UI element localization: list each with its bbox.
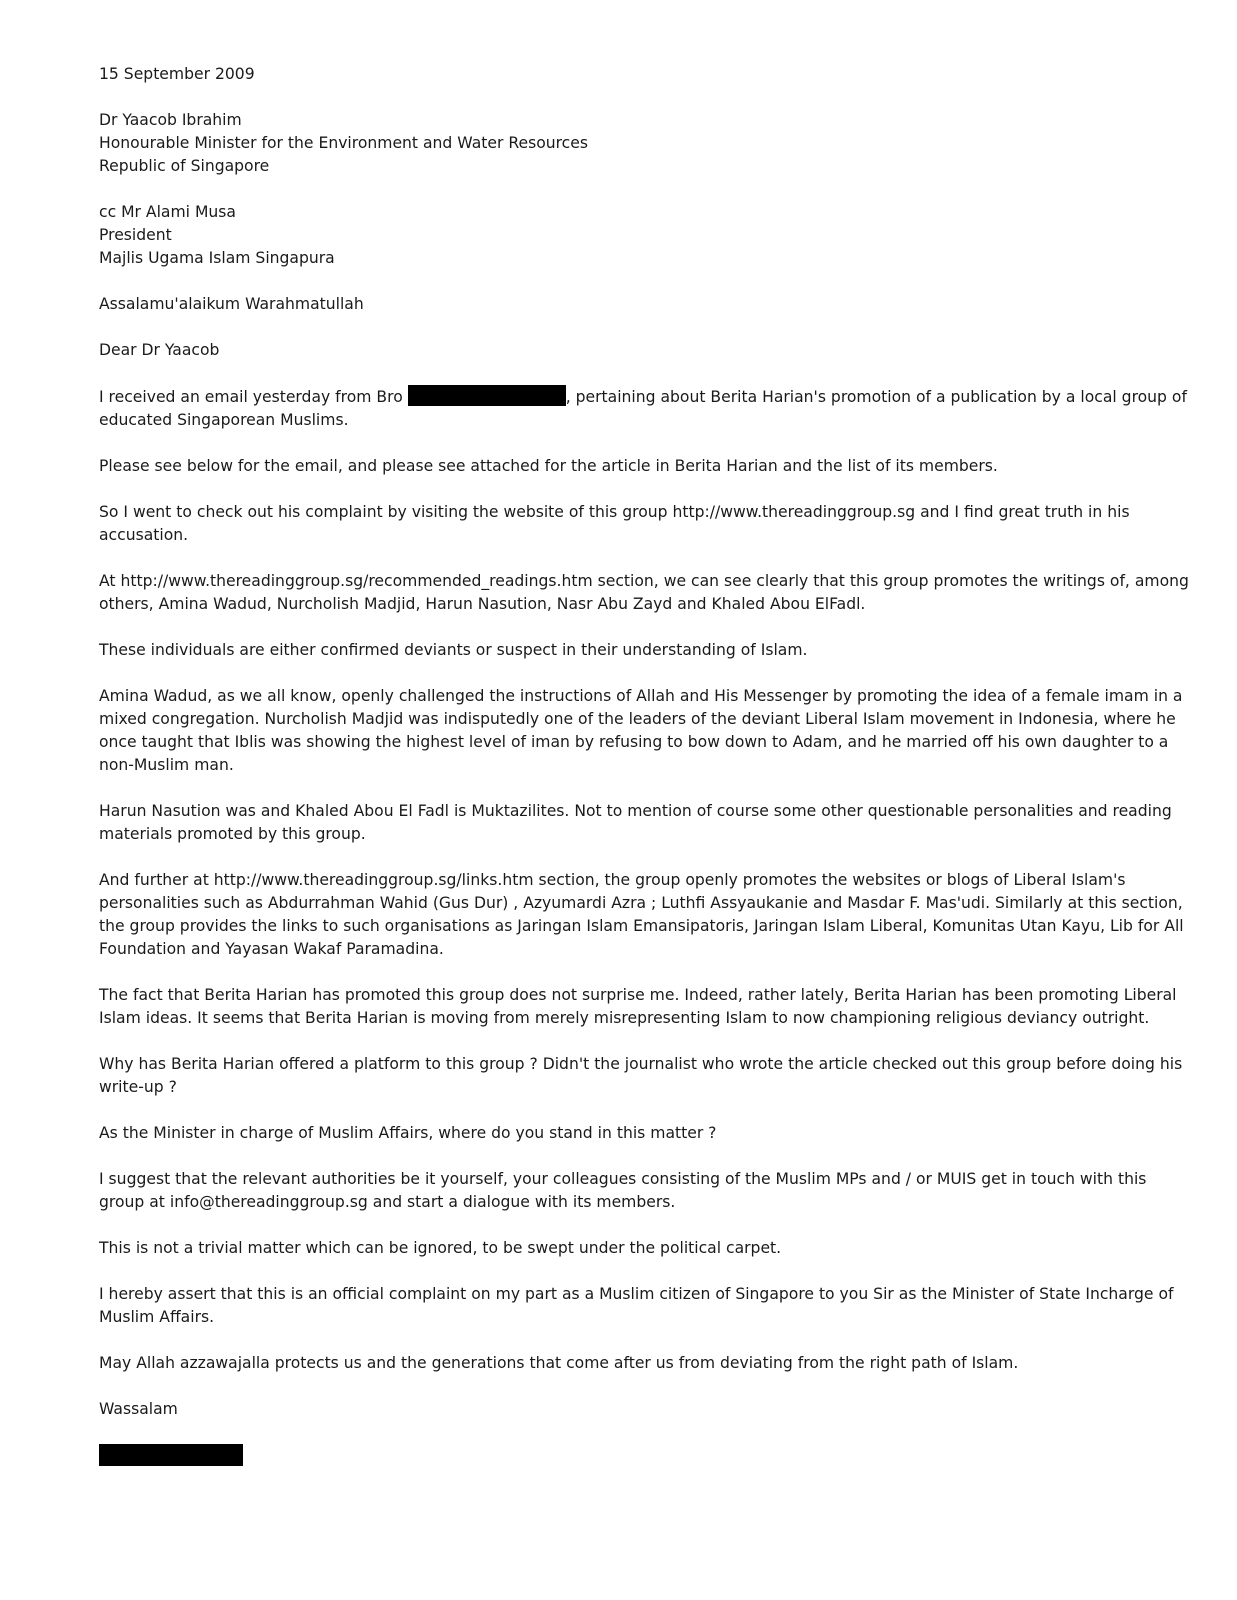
recipient-title: Honourable Minister for the Environment and Water Resources (99, 134, 588, 152)
paragraph: I hereby assert that this is an official complaint on my part as a Muslim citizen of Singapore to you Sir as the Minister of State Incharge of Muslim Affairs. (99, 1285, 1174, 1326)
paragraph: Why has Berita Harian offered a platform to this group ? Didn't the journalist who wrote the article checked out this group before doing his write-up ? (99, 1055, 1183, 1096)
paragraph: May Allah azzawajalla protects us and the generations that come after us from deviating from the right path of Islam. (99, 1354, 1019, 1372)
greeting-text: Assalamu'alaikum Warahmatullah (99, 295, 364, 313)
redacted-signature-box (99, 1444, 243, 1466)
cc-name: cc Mr Alami Musa (99, 203, 236, 221)
paragraph: This is not a trivial matter which can be ignored, to be swept under the political carpet. (99, 1239, 782, 1257)
paragraph: I suggest that the relevant authorities be it yourself, your colleagues consisting of the Muslim MPs and / or MUIS get in touch with this group at info@thereadinggroup.sg and start a dialogue with its members. (99, 1170, 1147, 1211)
paragraph: These individuals are either confirmed deviants or suspect in their understanding of Islam. (99, 641, 808, 659)
paragraph: At http://www.thereadinggroup.sg/recommended_readings.htm section, we can see clearly that this group promotes the writings of, among others, Amina Wadud, Nurcholish Madjid, Harun Nasution, Nasr Abu Zayd and Khaled Abou ElFadl. (99, 572, 1189, 613)
cc-title: President (99, 226, 172, 244)
date-text: 15 September 2009 (99, 65, 255, 83)
letter-date (99, 63, 1189, 86)
recipient-country: Republic of Singapore (99, 157, 270, 175)
paragraph: So I went to check out his complaint by visiting the website of this group http://www.thereadinggroup.sg and I find great truth in his accusation. (99, 503, 1130, 544)
cc-organisation: Majlis Ugama Islam Singapura (99, 249, 335, 267)
paragraph: The fact that Berita Harian has promoted this group does not surprise me. Indeed, rather lately, Berita Harian has been promoting Liberal Islam ideas. It seems that Berita Harian is moving from merely misrepresenting Islam to now championing religious deviancy outright. (99, 986, 1177, 1027)
salutation-text: Dear Dr Yaacob (99, 341, 220, 359)
paragraph-intro (99, 385, 1189, 432)
paragraph: Amina Wadud, as we all know, openly challenged the instructions of Allah and His Messenger by promoting the idea of a female imam in a mixed congregation. Nurcholish Madjid was indisputedly one of the leaders of the deviant Liberal Islam movement in Indonesia, where he once taught that Iblis was showing the highest level of iman by refusing to bow down to Adam, and he married off his own daughter to a non-Muslim man. (99, 687, 1183, 774)
paragraph: Please see below for the email, and please see attached for the article in Berita Harian and the list of its members. (99, 457, 998, 475)
greeting (99, 293, 1189, 316)
closing-text: Wassalam (99, 1400, 178, 1418)
recipient-address (99, 109, 1189, 178)
paragraph: And further at http://www.thereadinggroup.sg/links.htm section, the group openly promotes the websites or blogs of Liberal Islam's personalities such as Abdurrahman Wahid (Gus Dur) , Azyumardi Azra ; Luthfi Assyaukanie and Masdar F. Mas'udi. Similarly at this section, the group provides the links to such organisations as Jaringan Islam Emansipatoris, Jaringan Islam Liberal, Komunitas Utan Kayu, Lib for All Foundation and Yayasan Wakaf Paramadina. (99, 871, 1184, 958)
recipient-name: Dr Yaacob Ibrahim (99, 111, 242, 129)
closing (99, 1398, 1189, 1421)
letter-page (99, 63, 1189, 1466)
cc-address (99, 201, 1189, 270)
redacted-name-box (408, 385, 566, 406)
paragraph: As the Minister in charge of Muslim Affairs, where do you stand in this matter ? (99, 1124, 717, 1142)
paragraph: Harun Nasution was and Khaled Abou El Fadl is Muktazilites. Not to mention of course some other questionable personalities and reading materials promoted by this group. (99, 802, 1172, 843)
salutation (99, 339, 1189, 362)
intro-text-before: I received an email yesterday from Bro (99, 388, 408, 406)
intro-text-after: , pertaining about Berita Harian's promotion of a publication by a local group of educated Singaporean Muslims. (99, 388, 1187, 429)
